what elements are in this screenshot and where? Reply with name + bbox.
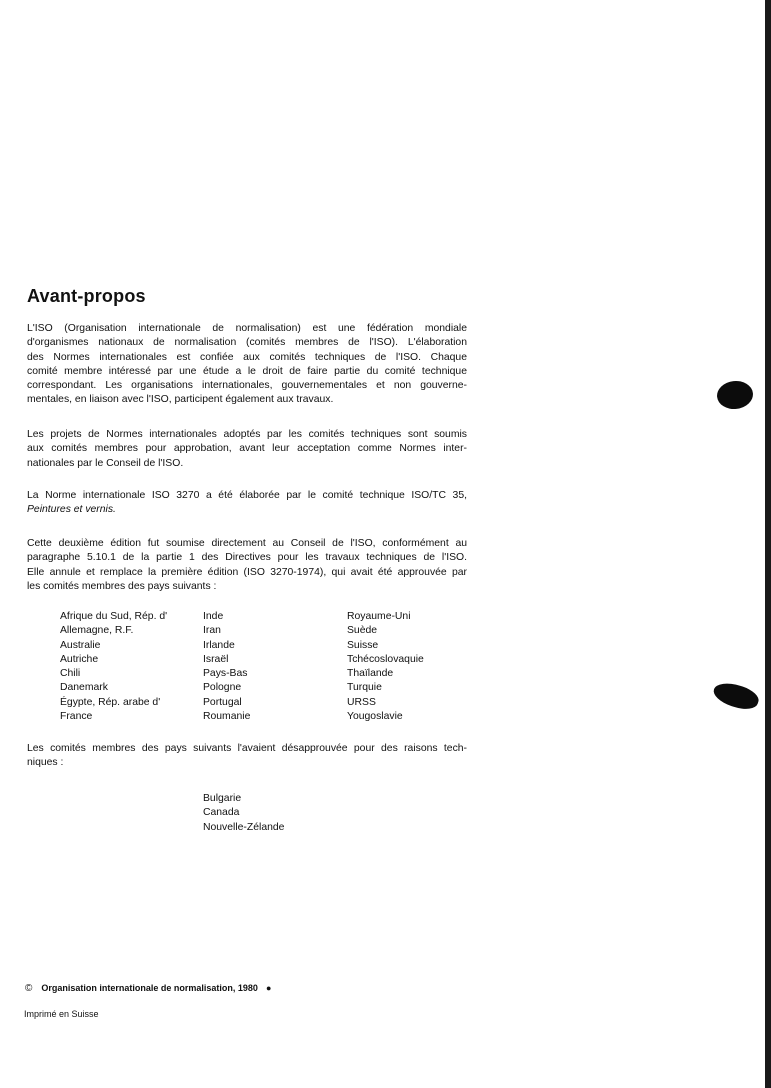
foreword-paragraph-disapproval [27, 742, 467, 771]
text-line: nationales par le Conseil de l'ISO. [27, 457, 184, 469]
copyright-icon: © [25, 983, 33, 994]
country-item: Irlande [203, 639, 235, 651]
text-line: comité membre intéressé par une étude a le droit de faire partie du comité technique [27, 365, 467, 377]
country-item: Pologne [203, 682, 242, 694]
country-item: Allemagne, R.F. [60, 625, 134, 637]
country-item: URSS [347, 696, 376, 708]
foreword-paragraph-iso [27, 322, 467, 408]
country-item: Israël [203, 653, 229, 665]
page-title: Avant-propos [27, 286, 146, 306]
country-item: Roumanie [203, 711, 251, 723]
text-line: Elle annule et remplace la première édition (ISO 3270-1974), qui avait été approuvée par [27, 566, 467, 578]
approving-countries-column-2 [203, 610, 250, 724]
country-item: Thaïlande [347, 668, 394, 680]
country-item: France [60, 711, 93, 723]
text-line: aux comités membres pour approbation, avant leur acceptation comme Normes inter- [27, 443, 467, 455]
committee-title [27, 503, 467, 517]
text-line: d'organismes nationaux de normalisation (comités membres de l'ISO). L'élaboration [27, 337, 467, 349]
foreword-paragraph-edition [27, 537, 467, 594]
country-item: Bulgarie [203, 793, 242, 804]
committee-title-italic: Peintures et vernis. [27, 504, 116, 516]
country-item: Portugal [203, 696, 242, 708]
page-edge-shadow [765, 0, 771, 1088]
country-item: Pays-Bas [203, 668, 248, 680]
country-item: Autriche [60, 653, 99, 665]
text-line: mentales, en liaison avec l'ISO, participent également aux travaux. [27, 394, 334, 406]
country-item: Suisse [347, 639, 379, 651]
approving-countries-column-3 [347, 610, 424, 724]
copyright-text: Organisation internationale de normalisation, 1980 [41, 983, 258, 993]
country-item: Yougoslavie [347, 711, 403, 723]
printed-location: Imprimé en Suisse [24, 1009, 99, 1019]
punch-hole-mark [716, 379, 755, 411]
foreword-paragraph-drafts [27, 428, 467, 471]
country-item: Chili [60, 668, 81, 680]
country-item: Afrique du Sud, Rép. d' [60, 611, 168, 622]
text-line: paragraphe 5.10.1 de la partie 1 des Directives pour les travaux techniques de l'ISO. [27, 552, 467, 564]
country-item: Inde [203, 611, 224, 622]
text-line: Les projets de Normes internationales adoptés par les comités techniques sont soumis [27, 429, 467, 440]
punch-hole-mark [711, 678, 762, 713]
country-item: Australie [60, 639, 101, 651]
text-line: des Normes internationales est confiée aux comités techniques de l'ISO. Chaque [27, 351, 467, 363]
text-line: Les comités membres des pays suivants l'avaient désapprouvée pour des raisons tech- [27, 743, 467, 754]
disapproving-countries-list [203, 792, 284, 835]
country-item: Canada [203, 807, 240, 819]
bullet-icon: ● [265, 983, 272, 993]
text-line: correspondant. Les organisations internationales, gouvernementales et non gouverne- [27, 380, 467, 392]
country-item: Royaume-Uni [347, 611, 411, 622]
text-line: L'ISO (Organisation internationale de normalisation) est une fédération mondiale [27, 323, 467, 334]
country-item: Égypte, Rép. arabe d' [60, 696, 161, 708]
country-item: Nouvelle-Zélande [203, 821, 285, 833]
approving-countries-column-1 [60, 610, 167, 724]
copyright-notice [25, 983, 271, 994]
text-line: niques : [27, 757, 64, 769]
text-line: La Norme internationale ISO 3270 a été élaborée par le comité technique ISO/TC 35, [27, 490, 467, 501]
country-item: Iran [203, 625, 221, 637]
country-item: Turquie [347, 682, 382, 694]
country-item: Tchécoslovaquie [347, 653, 424, 665]
foreword-paragraph-committee [27, 489, 467, 518]
text-line: Cette deuxième édition fut soumise directement au Conseil de l'ISO, conformément au [27, 538, 467, 549]
text-line: les comités membres des pays suivants : [27, 580, 217, 592]
country-item: Suède [347, 625, 378, 637]
country-item: Danemark [60, 682, 108, 694]
